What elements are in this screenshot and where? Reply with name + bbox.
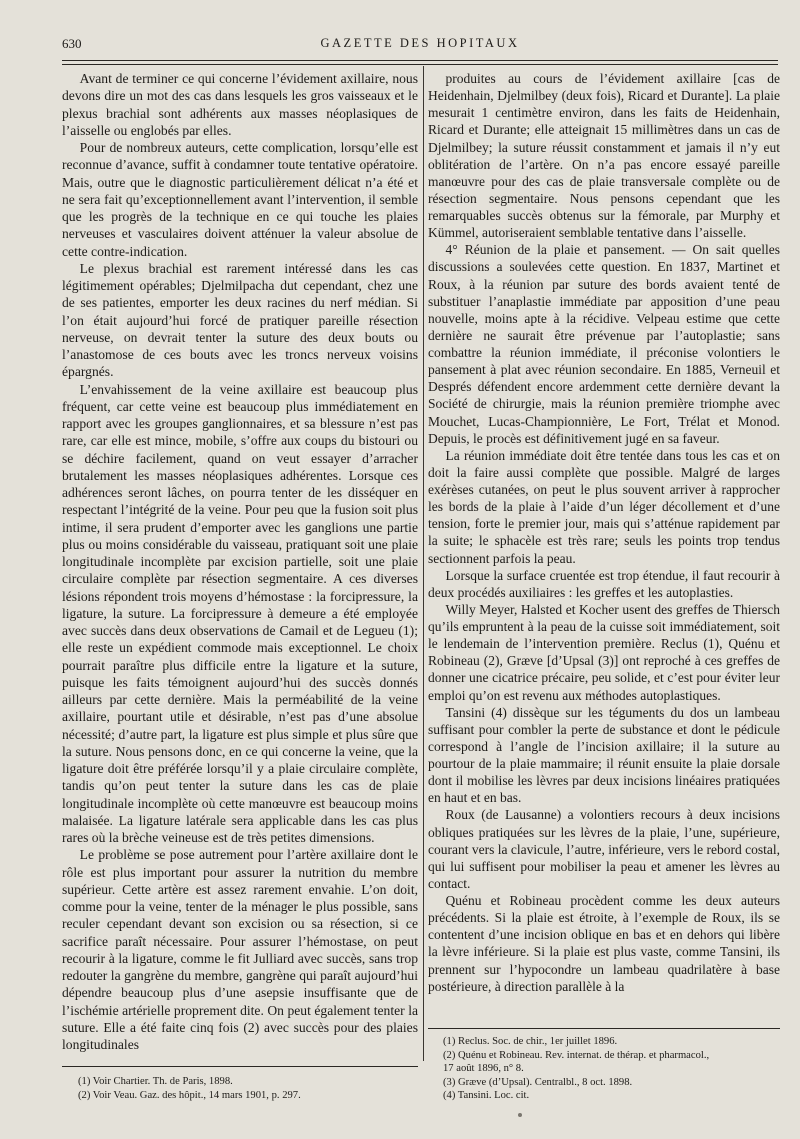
column-divider (423, 66, 424, 1061)
page-number: 630 (62, 36, 82, 51)
footnote: (1) Voir Chartier. Th. de Paris, 1898. (78, 1076, 233, 1087)
footnote: (2) Voir Veau. Gaz. des hôpit., 14 mars 1901, p. 297. (78, 1089, 301, 1101)
paragraph: La réunion immédiate doit être tentée dans tous les cas et on doit la faire aussi complète que possible. Malgré de larges exérèses cutanées, on peut le plus souvent arriver à rapprocher les bords de la plaie à l’aide d’un léger décollement et d’une tension, forte le premier jour, mais qui s’atténue rapidement par la suite; le sphacèle est très rare; seuls les points trop tendus sectionnent parfois la peau. (428, 447, 780, 566)
footnote: (4) Tansini. Loc. cit. (443, 1090, 530, 1102)
footnote: (3) Græve (d’Upsal). Centralbl., 8 oct. 1898. (443, 1076, 633, 1088)
paragraph: Tansini (4) dissèque sur les téguments du dos un lambeau suffisant pour combler la perte de substance et dont le pédicule correspond à l’angle de l’incision axillaire; il la suture au pourtour de la plaie mammaire; il réunit ensuite la plaie dorsale dont il mobilise les lèvres par deux incisions linéaires pratiquées en haut et en bas. (428, 704, 780, 806)
paragraph: L’envahissement de la veine axillaire est beaucoup plus fréquent, car cette veine est beaucoup plus immédiatement en rapport avec les groupes ganglionnaires, et sa blessure n’est pas rare, car elle est mince, mobile, s’offre aux coups du bistouri ou se déchire facilement, quand on veut essayer d’arracher brutalement les masses néoplasiques adhérentes. Lorsque ces adhérences seront lâches, on pourra tenter de les disséquer en respectant l’intégrité de la veine. Pour peu que la fusion soit plus intime, il sera prudent d’emporter avec les ganglions une partie plus ou moins considérable du vaisseau, pratiquant soit une plaie longitudinale incomplète par excision partielle, soit une plaie circulaire complète par résection segmentaire. A ces diverses lésions répondent trois moyens d’hémostase : la forcipressure, la ligature, la suture. La forcipressure à demeure a été employée avec succès dans deux observations de Camail et de Legueu (1); elle reste un expédient commode mais exceptionnel. Le choix pourrait paraître plus difficile entre la ligature et la suture, puisque les faits témoignent aujourd’hui des succès donnés ailleurs par cette dernière. Mais la perméabilité de la veine axillaire, pourtant utile et désirable, n’est pas d’une absolue nécessité; d’autre part, la ligature est plus simple et plus sûre que la suture. Nous pensons donc, en ce qui concerne la veine, que la ligature doit être préférée lorsqu’il y a plaie circulaire complète, tandis qu’on peut tenter la suture dans les cas de plaie longitudinale incomplète où cette manœuvre est beaucoup moins malaisée. La ligature latérale sera applicable dans les cas plus rares où la brèche veineuse est de très petites dimensions. (62, 381, 418, 845)
footnote: 17 août 1896, n° 8. (443, 1063, 524, 1075)
paragraph: Le problème se pose autrement pour l’artère axillaire dont le rôle est plus important pour assurer la nutrition du membre supérieur. Cette artère est assez rarement envahie. L’on doit, comme pour la veine, tenter de la ménager le plus possible, sans reculer cependant devant son excision ou sa résection, si ce sacrifice paraît nécessaire. Pour assurer l’hémostase, on peut recourir à la ligature, comme le fit Julliard avec succès, sans trop redouter la gangrène du membre, gangrène qui paraît aujourd’hui dépendre beaucoup plus d’une asepsie insuffisante que de l’ischémie artérielle proprement dite. On peut également tenter la suture. Elle a été faite cinq fois (2) avec succès pour des plaies longitudinales (62, 847, 418, 1052)
paragraph: Pour de nombreux auteurs, cette complication, lorsqu’elle est reconnue d’avance, suffit à condamner toute tentative opératoire. Mais, outre que le diagnostic particulièrement délicat n’a été et ne sera fait qu’exceptionnellement avant l’intervention, il semble que les progrès de la technique en ce qui touche les plaies nerveuses et vasculaires doivent atténuer la valeur absolue de cette contre-indication. (62, 140, 418, 259)
header-rule-bottom (62, 64, 778, 65)
paragraph: Quénu et Robineau procèdent comme les deux auteurs précédents. Si la plaie est étroite, à l’exemple de Roux, ils se contentent d’une incision oblique en bas et en dehors qui libère la lèvre inférieure. Si la plaie est plus vaste, comme Tansini, ils prennent sur l’hypocondre un lambeau quadrilatère à base postérieure, à direction parallèle à la (428, 893, 780, 994)
paragraph: Avant de terminer ce qui concerne l’évidement axillaire, nous devons dire un mot des cas dans lesquels les gros vaisseaux et le plexus brachial sont adhérents aux masses néoplasiques de l’aisselle ou englobés par elles. (62, 71, 418, 138)
footnote-rule (428, 1028, 780, 1029)
footnote: (1) Reclus. Soc. de chir., 1er juillet 1896. (443, 1036, 618, 1047)
paragraph: Lorsque la surface cruentée est trop étendue, il faut recourir à deux procédés auxiliaires : les greffes et les autoplasties. (428, 567, 780, 600)
header-rule-top (62, 60, 778, 61)
footnote: (2) Quénu et Robineau. Rev. internat. de thérap. et pharmacol., (443, 1049, 710, 1061)
right-footnotes (443, 1035, 780, 1103)
paragraph: Willy Meyer, Halsted et Kocher usent des greffes de Thiersch qu’ils empruntent à la peau de la cuisse soit immédiatement, soit le lendemain de l’intervention première. Reclus (1), Quénu et Robineau (2), Græve [d’Upsal (3)] ont reproché à ces greffes de donner une cicatrice précaire, peu solide, et c’est pour éviter leur emploi qu’on est revenu aux méthodes autoplastiques. (428, 601, 780, 703)
footnote-rule (62, 1066, 418, 1067)
page-header (62, 32, 778, 54)
right-column (428, 70, 780, 995)
left-footnotes (78, 1075, 418, 1102)
paragraph: Roux (de Lausanne) a volontiers recours à deux incisions obliques pratiquées sur les lèvres de la plaie, l’une, supérieure, courant vers la clavicule, l’autre, inférieure, vers le rebord costal, qui lui suffisent pour mobiliser la peau et amener les lèvres au contact. (428, 807, 780, 891)
running-title: GAZETTE DES HOPITAUX (320, 36, 520, 50)
paragraph: produites au cours de l’évidement axillaire [cas de Heidenhain, Djelmilbey (deux fois), Ricard et Durante]. La plaie mesurait 1 centimètre environ, dans les faits de Heidenhain, Ricard et Durante; elle atteignait 15 millimètres dans un cas de Djelmilbey; la suture réussit constamment et jamais il n’y eut oblitération de l’artère. On n’a pas encore essayé pareille manœuvre pour des cas de plaie transversale complète ou de résection segmentaire. Nous pensons cependant que les remarquables succès obtenus sur la fémorale, par Murphy et Kümmel, autoriseraient semblable tentative dans l’aisselle. (428, 71, 780, 241)
left-column (62, 70, 418, 1053)
paragraph: Le plexus brachial est rarement intéressé dans les cas légitimement opérables; Djelmilpacha dut cependant, chez une de ses patientes, emporter les deux racines du nerf médian. Si l’on était aujourd’hui forcé de pratiquer pareille résection nerveuse, on devrait tenter la suture des deux bouts ou l’anastomose de ces bouts avec les troncs nerveux voisins épargnés. (62, 260, 418, 380)
print-speck (518, 1113, 522, 1117)
paragraph: 4° Réunion de la plaie et pansement. — On sait quelles discussions a soulevées cette question. En 1837, Martinet et Roux, à la réunion par suture des bords avaient tenté de substituer l’anaplastie immédiate par apposition d’une peau nouvelle, moins apte à la récidive. Velpeau estime que cette dernière ne saurait être prévenue par l’autoplastie; sans combattre la réunion immédiate, il préconise volontiers le pansement à plat avec réunion secondaire. En 1885, Verneuil et Després défendent encore ardemment cette dernière devant la Société de chirurgie, mais la réunion première triomphe avec Mouchet, Lucas-Championnière, Le Fort, Trélat et Monod. Depuis, le procès est définitivement jugé en sa faveur. (428, 242, 780, 446)
